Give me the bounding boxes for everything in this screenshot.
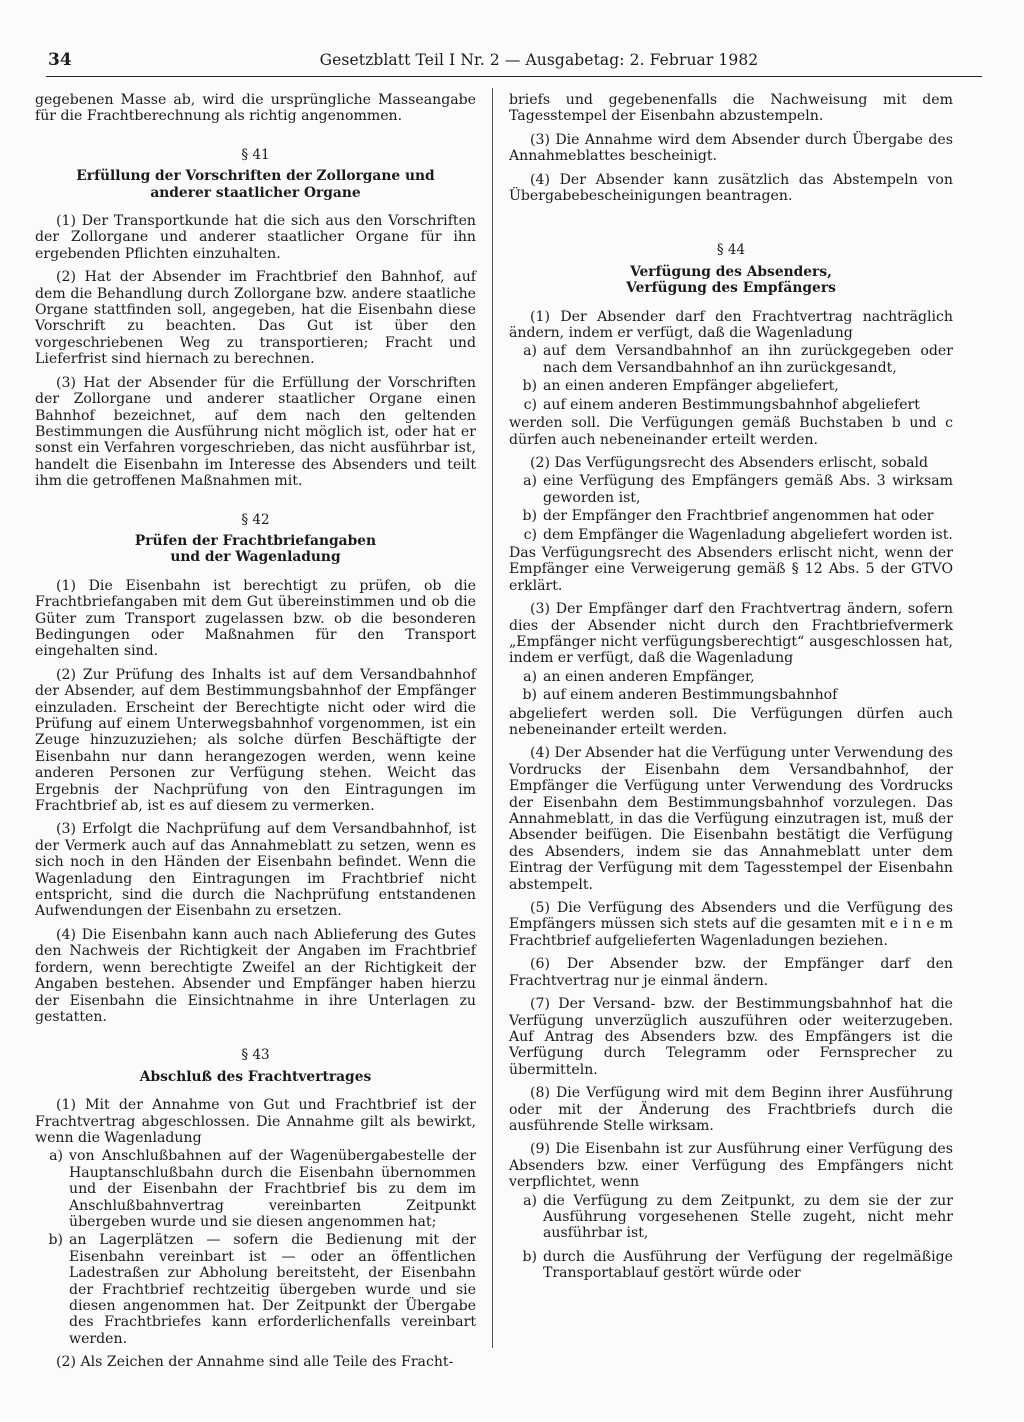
list-item [509,527,953,543]
right-column [509,92,953,1284]
paragraph: (4) Der Absender kann zusätzlich das Abstempeln von Übergabebescheinigungen beantragen. [509,171,953,205]
list-text: dem Empfänger die Wagenladung abgeliefert worden ist. [543,526,953,543]
continuation-paragraph: gegebenen Masse ab, wird die ursprüngliche Masseangabe für die Frachtberechnung als richtig angenommen. [35,92,476,125]
column-divider [492,88,493,1348]
header-title: Gesetzblatt Teil I Nr. 2 — Ausgabetag: 2. Februar 1982 [319,51,759,69]
list-letter: b) [522,508,537,525]
section-44-title-line-2: Verfügung des Empfängers [626,280,836,297]
list-item [509,397,953,413]
list-letter: a) [523,343,537,360]
left-column [35,92,476,1378]
paragraph: abgeliefert werden soll. Die Verfügungen dürfen auch nebeneinander erteilt werden. [509,705,953,738]
list-text: eine Verfügung des Empfängers gemäß Abs. 3 wirksam geworden ist, [543,473,953,506]
list-letter: a) [523,1192,537,1209]
section-42-title-line-1: Prüfen der Frachtbriefangaben [134,532,377,549]
paragraph: (2) Hat der Absender im Frachtbrief den Bahnhof, auf dem die Behandlung durch Zollorgane bzw. andere staatliche Organe stattfinden soll, angegeben, hat die Eisenbahn diese Vorschrift zu beachten. Das Gut ist über den vorgeschriebenen Weg zu transportieren; Fracht und Lieferfrist sind hiernach zu berechnen. [35,269,476,368]
page-number: 34 [48,50,72,70]
list-letter: b) [522,378,537,395]
list-letter: a) [49,1148,63,1165]
list-text: an einen anderen Empfänger abgeliefert, [543,378,839,395]
list-item [509,343,953,376]
section-41-number: § 41 [241,146,270,163]
paragraph: (4) Der Absender hat die Verfügung unter Verwendung des Vordrucks der Eisenbahn dem Versandbahnhof, der Empfänger die Verfügung unter Verwendung des Vordrucks der Eisenbahn dem Bestimmungsbahnhof vorzulegen. Das Annahmeblatt, in das die Verfügung einzutragen ist, muß der Absender beifügen. Die Eisenbahn bestätigt die Verfügung des Absenders, indem sie das Annahmeblatt unter dem Eintrag der Verfügung mit dem Tagesstempel der Eisenbahn abstempelt. [509,745,953,893]
section-44-title [509,264,953,297]
paragraph: (6) Der Absender bzw. der Empfänger darf den Frachtvertrag nur je einmal ändern. [509,956,953,989]
list-letter: c) [523,396,537,413]
section-44-number: § 44 [716,242,746,259]
paragraph: werden soll. Die Verfügungen gemäß Buchstaben b und c dürfen auch nebeneinander erteilt werden. [509,415,953,448]
list-text: an Lagerplätzen — sofern die Bedienung mit der Eisenbahn vereinbart ist — oder an öffentlichen Ladestraßen zur Abholung bereitsteht, der Eisenbahn der Frachtbrief rechtzeitig übergeben wurde und sie diesen angenommen hat. Der Zeitpunkt der Übergabe des Frachtbriefes kann erforderlichenfalls vereinbart werden. [69,1232,476,1347]
paragraph: (4) Die Eisenbahn kann auch nach Ablieferung des Gutes den Nachweis der Richtigkeit der Angaben im Frachtbrief fordern, wenn berechtigte Zweifel an der Richtigkeit der Angaben bestehen. Absender und Empfänger haben hierzu der Eisenbahn die Einsichtnahme in ihre Unterlagen zu gestatten. [35,926,476,1025]
paragraph: (8) Die Verfügung wird mit dem Beginn ihrer Ausführung oder mit der Änderung des Frachtbriefs durch die ausführende Stelle wirksam. [509,1085,953,1134]
paragraph: (5) Die Verfügung des Absenders und die Verfügung des Empfängers müssen sich stets auf die gesamten mit e i n e m Frachtbrief aufgelieferten Wagenladungen beziehen. [509,900,953,949]
paragraph: (2) Als Zeichen der Annahme sind alle Teile des Fracht- [56,1354,454,1371]
paragraph: (3) Erfolgt die Nachprüfung auf dem Versandbahnhof, ist der Vermerk auch auf das Annahmeblatt zu setzen, wenn es sich noch in den Händen der Eisenbahn befindet. Wenn die Wagenladung den Eintragungen im Frachtbrief nicht entspricht, sind die durch die Nachprüfung entstandenen Aufwendungen der Eisenbahn zu ersetzen. [35,821,476,920]
paragraph: (3) Der Empfänger darf den Frachtvertrag ändern, sofern dies der Absender nicht durch den Frachtbriefvermerk „Empfänger nicht verfügungsberechtigt“ ausgeschlossen hat, indem er verfügt, daß die Wagenladung [509,601,953,667]
paragraph: (1) Die Eisenbahn ist berechtigt zu prüfen, ob die Frachtbriefangaben mit dem Gut übereinstimmen und ob die Güter zum Transport zugelassen bzw. ob die besonderen Bedingungen oder Maßnahmen für den Transport eingehalten sind. [35,577,476,660]
list-letter: a) [523,473,537,490]
list-item [509,378,953,394]
paragraph: (2) Das Verfügungsrecht des Absenders erlischt, sobald [530,454,929,471]
list-text: auf einem anderen Bestimmungsbahnhof [543,687,838,704]
header-rule [46,76,982,77]
list-item [509,508,953,524]
list-item [509,473,953,506]
page-header [48,50,976,70]
paragraph: (1) Der Absender darf den Frachtvertrag nachträglich ändern, indem er verfügt, daß die Wagenladung [509,308,953,342]
list-item [509,687,953,703]
list-item [509,1249,953,1282]
paragraph: (3) Die Annahme wird dem Absender durch Übergabe des Annahmeblattes bescheinigt. [509,131,953,165]
list-letter: b) [522,1248,537,1265]
list-item [509,1193,953,1242]
paragraph: Das Verfügungsrecht des Absenders erlischt nicht, wenn der Empfänger eine Verweigerung gemäß § 12 Abs. 5 der GTVO erklärt. [509,544,953,594]
section-42-title [35,533,476,566]
section-42-number: § 42 [241,511,270,528]
list-text: an einen anderen Empfänger, [543,668,755,685]
section-42-title-line-2: und der Wagenladung [170,549,341,566]
list-text: auf einem anderen Bestimmungsbahnhof abgeliefert [543,396,920,413]
list-item [35,1232,476,1347]
list-letter: a) [523,668,537,685]
continuation-paragraph: briefs und gegebenenfalls die Nachweisung mit dem Tagesstempel der Eisenbahn abzustempeln. [509,92,953,125]
section-41-title [35,168,476,201]
list-item [509,669,953,685]
paragraph: (1) Der Transportkunde hat die sich aus den Vorschriften der Zollorgane und anderer staatlicher Organe für ihn ergebenden Pflichten einzuhalten. [35,213,476,262]
list-text: durch die Ausführung der Verfügung der regelmäßige Transportablauf gestört würde oder [543,1248,953,1282]
list-text: die Verfügung zu dem Zeitpunkt, zu dem sie der zur Ausführung vorgesehenen Stelle zugeht, nicht mehr ausführbar ist, [543,1192,953,1242]
list-letter: b) [522,687,537,704]
section-41-title-line-2: anderer staatlicher Organe [150,184,361,201]
paragraph: (1) Mit der Annahme von Gut und Frachtbrief ist der Frachtvertrag abgeschlossen. Die Annahme gilt als bewirkt, wenn die Wagenladung [35,1097,476,1146]
list-letter: c) [523,526,537,543]
list-text: von Anschlußbahnen auf der Wagenübergabestelle der Hauptanschlußbahn durch die Eisenbahn übernommen und der Eisenbahn der Frachtbrief bis zu dem im Anschlußbahnvertrag vereinbarten Zeitpunkt übergeben wurde und sie diesen angenommen hat; [69,1148,476,1230]
section-43-number: § 43 [241,1047,270,1064]
paragraph: (9) Die Eisenbahn ist zur Ausführung einer Verfügung des Absenders bzw. einer Verfügung des Empfängers nicht verpflichtet, wenn [509,1141,953,1191]
section-44-title-line-1: Verfügung des Absenders, [630,263,832,280]
paragraph: (3) Hat der Absender für die Erfüllung der Vorschriften der Zollorgane und anderer staatlicher Organe einen Bahnhof bezeichnet, auf dem nach den geltenden Bestimmungen die Ausführung nicht möglich ist, oder hat er sonst ein Verfahren vorgeschrieben, das nicht ausführbar ist, handelt die Eisenbahn im Interesse des Absenders und teilt ihm die getroffenen Maßnahmen mit. [35,374,476,490]
section-43-title: Abschluß des Frachtvertrages [139,1068,372,1085]
list-letter: b) [48,1232,63,1249]
paragraph: (7) Der Versand- bzw. der Bestimmungsbahnhof hat die Verfügung unverzüglich auszuführen oder weiterzugeben. Auf Antrag des Absenders bzw. des Empfängers ist die Verfügung durch Telegramm oder Fernsprecher zu übermitteln. [509,996,953,1078]
section-41-title-line-1: Erfüllung der Vorschriften der Zollorgane und [76,168,435,185]
list-text: der Empfänger den Frachtbrief angenommen hat oder [543,508,934,525]
list-text: auf dem Versandbahnhof an ihn zurückgegeben oder nach dem Versandbahnhof an ihn zurückgesandt, [543,343,953,376]
list-item [35,1148,476,1230]
paragraph: (2) Zur Prüfung des Inhalts ist auf dem Versandbahnhof der Absender, auf dem Bestimmungsbahnhof der Empfänger einzuladen. Erscheint der Berechtigte nicht oder wird die Prüfung auf einem Unterwegsbahnhof vorgenommen, ist ein Zeuge hinzuzuziehen; als solche dürfen Beschäftigte der Eisenbahn nur dann herangezogen werden, wenn keine anderen Personen zur Verfügung stehen. Weicht das Ergebnis der Nachprüfung von den Eintragungen im Frachtbrief ab, ist es auf diesem zu vermerken. [35,666,476,815]
